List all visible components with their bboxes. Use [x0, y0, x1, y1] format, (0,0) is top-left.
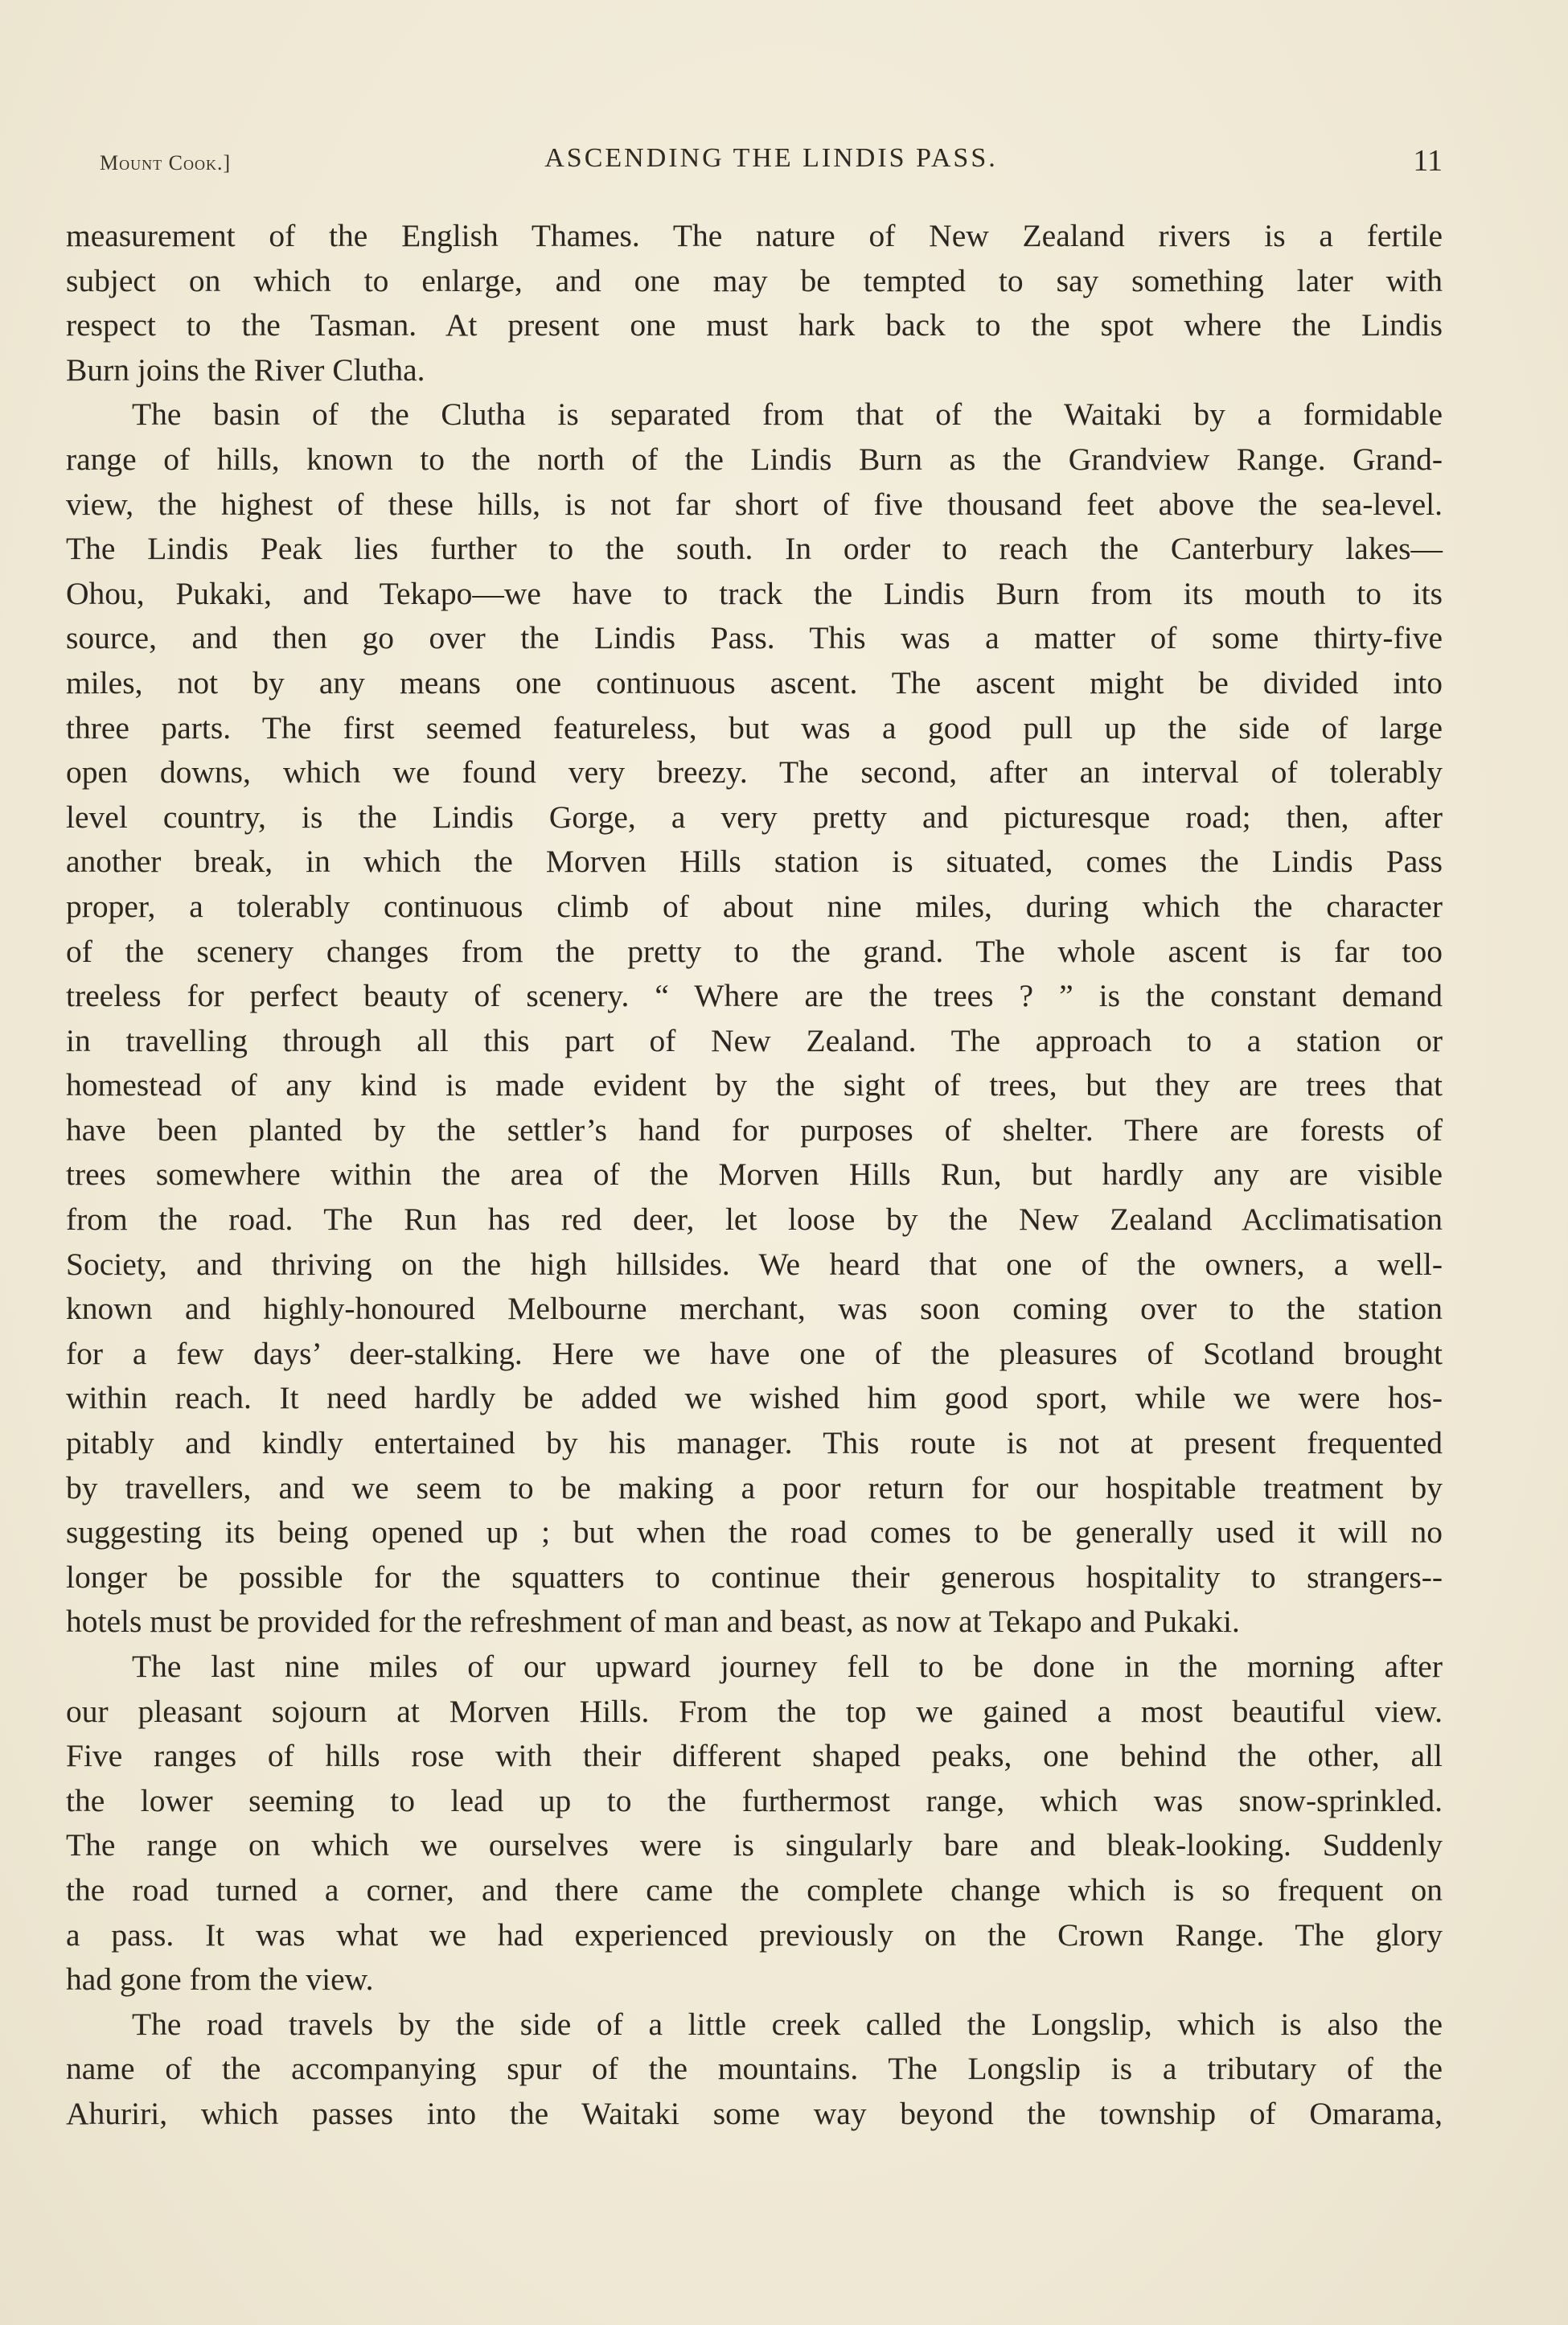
text-line: subject on which to enlarge, and one may be tempted to say something later with	[66, 262, 1443, 298]
text-line: pitably and kindly entertained by his manager. This route is not at present frequented	[66, 1425, 1443, 1461]
text-line: a pass. It was what we had experienced previously on the Crown Range. The glory	[66, 1916, 1443, 1953]
text-line: Ohou, Pukaki, and Tekapo—we have to track the Lindis Burn from its mouth to its	[66, 575, 1443, 611]
text-line: known and highly-honoured Melbourne merchant, was soon coming over to the station	[66, 1291, 1443, 1327]
text-line: range of hills, known to the north of the Lindis Burn as the Grandview Range. Grand-	[66, 441, 1443, 477]
text-line: The basin of the Clutha is separated from that of the Waitaki by a formidable	[132, 396, 1443, 433]
page-number: 11	[1413, 144, 1443, 178]
paragraph	[66, 1645, 1443, 2003]
paragraph	[66, 2003, 1443, 2137]
running-head-left: Mount Cook.]	[100, 151, 232, 175]
running-head-title: ASCENDING THE LINDIS PASS.	[544, 143, 998, 173]
text-line: had gone from the view.	[66, 1961, 374, 1998]
text-line: name of the accompanying spur of the mountains. The Longslip is a tributary of the	[66, 2051, 1443, 2087]
text-line: Ahuriri, which passes into the Waitaki some way beyond the township of Omarama,	[66, 2095, 1443, 2131]
page-header	[100, 143, 1443, 191]
text-line: suggesting its being opened up ; but when the road comes to be generally used it will no	[66, 1514, 1443, 1551]
text-line: Society, and thriving on the high hillsides. We heard that one of the owners, a well-	[66, 1246, 1443, 1282]
text-line: miles, not by any means one continuous ascent. The ascent might be divided into	[66, 664, 1443, 700]
text-line: our pleasant sojourn at Morven Hills. From the top we gained a most beautiful view.	[66, 1693, 1443, 1729]
text-line: hotels must be provided for the refreshment of man and beast, as now at Tekapo and Pukaki.	[66, 1604, 1240, 1640]
text-line: for a few days’ deer-stalking. Here we have one of the pleasures of Scotland brought	[66, 1335, 1443, 1371]
text-line: within reach. It need hardly be added we wished him good sport, while we were hos-	[66, 1380, 1443, 1416]
text-line: view, the highest of these hills, is not far short of five thousand feet above the sea-level.	[66, 486, 1443, 522]
text-line: from the road. The Run has red deer, let loose by the New Zealand Acclimatisation	[66, 1202, 1443, 1238]
text-line: trees somewhere within the area of the Morven Hills Run, but hardly any are visible	[66, 1156, 1443, 1193]
body-text	[66, 214, 1443, 2137]
text-line: Burn joins the River Clutha.	[66, 351, 425, 388]
text-line: proper, a tolerably continuous climb of about nine miles, during which the character	[66, 888, 1443, 924]
text-line: the lower seeming to lead up to the furthermost range, which was snow-sprinkled.	[66, 1782, 1443, 1818]
text-line: longer be possible for the squatters to continue their generous hospitality to strangers--	[66, 1559, 1443, 1595]
text-line: by travellers, and we seem to be making a poor return for our hospitable treatment by	[66, 1469, 1443, 1505]
text-line: measurement of the English Thames. The nature of New Zealand rivers is a fertile	[66, 218, 1443, 253]
text-line: The Lindis Peak lies further to the south. In order to reach the Canterbury lakes—	[66, 531, 1443, 567]
text-line: source, and then go over the Lindis Pass. This was a matter of some thirty-five	[66, 620, 1443, 656]
paragraph	[66, 214, 1443, 392]
text-line: homestead of any kind is made evident by the sight of trees, but they are trees that	[66, 1067, 1443, 1103]
text-line: the road turned a corner, and there came the complete change which is so frequent on	[66, 1871, 1443, 1908]
text-line: respect to the Tasman. At present one must hark back to the spot where the Lindis	[66, 307, 1443, 343]
text-line: The last nine miles of our upward journey fell to be done in the morning after	[132, 1649, 1443, 1684]
text-line: treeless for perfect beauty of scenery. “ Where are the trees ? ” is the constant demand	[66, 978, 1443, 1014]
text-line: of the scenery changes from the pretty to the grand. The whole ascent is far too	[66, 933, 1443, 969]
text-line: have been planted by the settler’s hand for purposes of shelter. There are forests of	[66, 1111, 1443, 1148]
text-line: The range on which we ourselves were is singularly bare and bleak-looking. Suddenly	[66, 1827, 1443, 1863]
text-line: Five ranges of hills rose with their different shaped peaks, one behind the other, all	[66, 1738, 1443, 1774]
text-line: open downs, which we found very breezy. The second, after an interval of tolerably	[66, 754, 1443, 791]
text-line: three parts. The first seemed featureless, but was a good pull up the side of large	[66, 709, 1443, 746]
text-line: another break, in which the Morven Hills station is situated, comes the Lindis Pass	[66, 844, 1443, 880]
text-line: level country, is the Lindis Gorge, a very pretty and picturesque road; then, after	[66, 799, 1443, 835]
text-line: The road travels by the side of a little creek called the Longslip, which is also the	[132, 2006, 1443, 2042]
paragraph	[66, 392, 1443, 1645]
text-line: in travelling through all this part of New Zealand. The approach to a station or	[66, 1022, 1443, 1058]
